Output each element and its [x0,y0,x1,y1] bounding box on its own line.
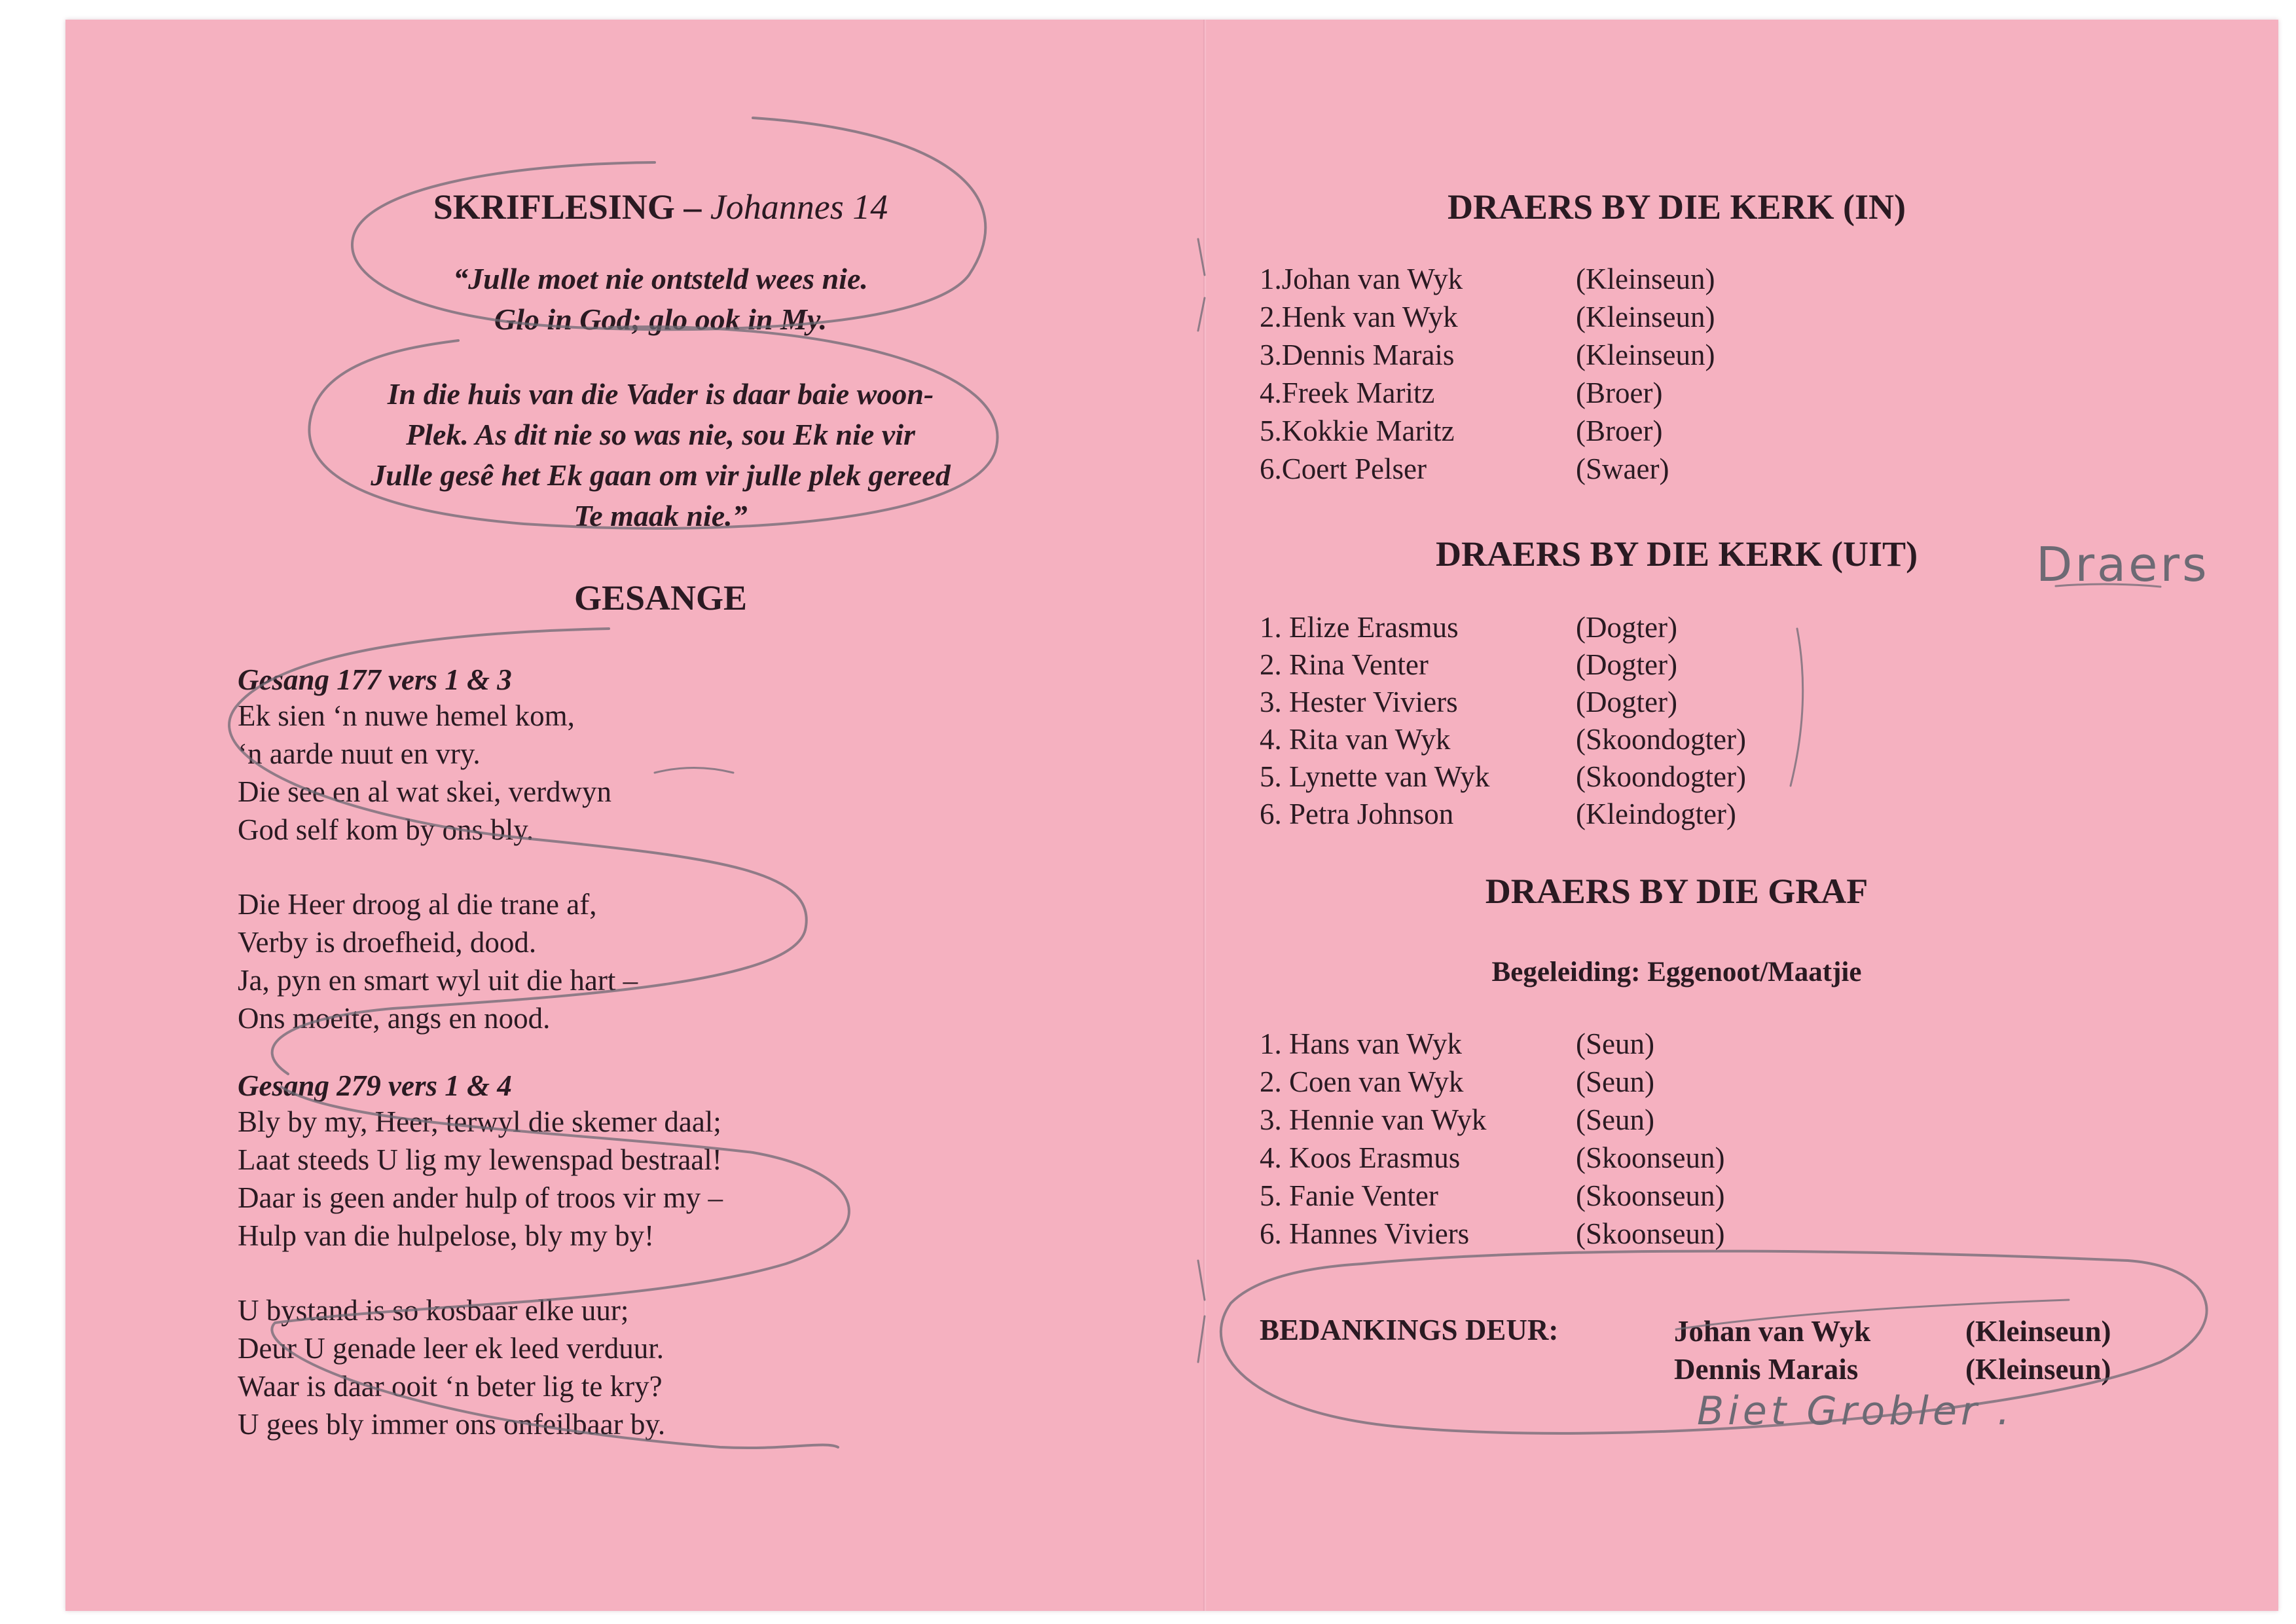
list-item [1260,797,1736,831]
carrier-name: 3. Hennie van Wyk [1260,1103,1487,1136]
hymn-1 [238,663,638,1037]
carrier-name: 1.Johan van Wyk [1260,263,1463,295]
reading-heading-prefix: SKRIFLESING – [433,187,710,227]
carrier-name: 5.Kokkie Maritz [1260,415,1455,447]
thanks-relation: (Kleinseun) [1965,1315,2111,1348]
quote-line: Julle gesê het Ek gaan om vir julle plek gereed [371,458,951,492]
carrier-relation: (Skoondogter) [1576,723,1746,756]
carrier-relation: (Kleinseun) [1576,263,1715,295]
carrier-name: 1. Hans van Wyk [1260,1027,1462,1060]
carrier-relation: (Skoonseun) [1576,1141,1725,1174]
carrier-relation: (Kleindogter) [1576,798,1736,830]
carriers-in-heading: DRAERS BY DIE KERK (IN) [1447,187,1906,227]
hymn-stanza [238,1291,723,1443]
thanks-name: Dennis Marais [1674,1353,1859,1386]
list-item [1260,1103,1654,1137]
hymn-title: Gesang 177 vers 1 & 3 [238,663,512,696]
list-item [1260,722,1746,756]
carrier-relation: (Dogter) [1576,611,1677,644]
quote-line: In die huis van die Vader is daar baie woon- [387,377,934,411]
carrier-relation: (Seun) [1576,1065,1654,1098]
carrier-name: 2. Coen van Wyk [1260,1065,1464,1098]
carrier-relation: (Swaer) [1576,452,1669,485]
carriers-out-heading: DRAERS BY DIE KERK (UIT) [1435,534,1918,574]
songs-heading: GESANGE [574,578,748,618]
hymn-stanza [238,1103,723,1255]
verse-line: Bly by my, Heer, terwyl die skemer daal; [238,1105,721,1138]
reading-heading-reference: Johannes 14 [710,187,888,227]
list-item [1260,376,1663,410]
list-item [1260,1217,1725,1251]
carrier-name: 2.Henk van Wyk [1260,301,1458,333]
verse-line: Ja, pyn en smart wyl uit die hart – [238,964,638,997]
list-item [1260,338,1715,372]
verse-line: Laat steeds U lig my lewenspad bestraal! [238,1143,722,1176]
list-item [1260,300,1715,334]
carrier-relation: (Broer) [1576,415,1663,447]
verse-line: Waar is daar ooit ‘n beter lig te kry? [238,1370,663,1403]
verse-line: U bystand is so kosbaar elke uur; [238,1294,629,1327]
reading-heading [65,187,1256,227]
carrier-name: 5. Lynette van Wyk [1260,760,1490,793]
quote-line: “Julle moet nie ontsteld wees nie. [453,262,868,295]
carrier-name: 6. Hannes Viviers [1260,1217,1470,1250]
thanks-label: BEDANKINGS DEUR: [1260,1314,1559,1346]
list-item [1260,685,1677,719]
carrier-relation: (Broer) [1576,377,1663,409]
handwritten-name: Biet Grobler . [1697,1388,2014,1434]
thanks-name: Johan van Wyk [1674,1315,1871,1348]
verse-line: Daar is geen ander hulp of troos vir my – [238,1181,723,1214]
list-item [1260,414,1663,448]
quote-line: Te maak nie.” [574,499,748,532]
scripture-quote [65,259,1256,536]
thanks-relation: (Kleinseun) [1965,1353,2111,1386]
carrier-relation: (Skoonseun) [1576,1217,1725,1250]
quote-line: Plek. As dit nie so was nie, sou Ek nie vir [406,418,915,451]
hymn-title: Gesang 279 vers 1 & 4 [238,1069,512,1102]
thanks-item [1674,1314,2111,1348]
grave-carriers-heading: DRAERS BY DIE GRAF [1485,872,1868,911]
hymn-stanza [238,885,638,1037]
carrier-name: 2. Rina Venter [1260,648,1429,681]
list-item [1260,452,1669,486]
carrier-name: 4. Rita van Wyk [1260,723,1451,756]
grave-carriers-subheading: Begeleiding: Eggenoot/Maatjie [1491,957,1862,987]
hymn-2 [238,1069,723,1443]
thanks-item [1674,1352,2111,1386]
quote-line: Glo in God; glo ook in My. [494,303,828,336]
carrier-name: 4. Koos Erasmus [1260,1141,1461,1174]
carrier-relation: (Kleinseun) [1576,339,1715,371]
list-item [1260,1179,1725,1213]
verse-line: Ek sien ‘n nuwe hemel kom, [238,699,575,732]
list-item [1260,1141,1725,1175]
carrier-name: 6. Petra Johnson [1260,798,1454,830]
carrier-relation: (Seun) [1576,1027,1654,1060]
carrier-name: 5. Fanie Venter [1260,1179,1438,1212]
verse-line: God self kom by ons bly. [238,813,534,846]
carrier-name: 3.Dennis Marais [1260,339,1455,371]
handwritten-note: Draers [2036,537,2210,592]
carrier-name: 6.Coert Pelser [1260,452,1427,485]
verse-line: ‘n aarde nuut en vry. [238,737,481,770]
left-page [65,20,1203,1611]
list-item [1260,610,1677,644]
list-item [1260,648,1677,682]
list-item [1260,262,1715,296]
carrier-relation: (Dogter) [1576,686,1677,718]
carrier-name: 3. Hester Viviers [1260,686,1458,718]
carrier-relation: (Seun) [1576,1103,1654,1136]
carrier-name: 1. Elize Erasmus [1260,611,1459,644]
list-item [1260,760,1746,794]
verse-line: Hulp van die hulpelose, bly my by! [238,1219,655,1252]
right-page [1206,20,2278,1611]
carrier-name: 4.Freek Maritz [1260,377,1435,409]
list-item [1260,1027,1654,1061]
carrier-relation: (Skoonseun) [1576,1179,1725,1212]
verse-line: Ons moeite, angs en nood. [238,1002,551,1035]
carrier-relation: (Kleinseun) [1576,301,1715,333]
verse-line: U gees bly immer ons onfeilbaar by. [238,1408,666,1441]
carrier-relation: (Skoondogter) [1576,760,1746,793]
verse-line: Verby is droefheid, dood. [238,926,537,959]
verse-line: Die Heer droog al die trane af, [238,888,597,921]
verse-line: Die see en al wat skei, verdwyn [238,775,612,808]
verse-line: Deur U genade leer ek leed verduur. [238,1332,664,1365]
list-item [1260,1065,1654,1099]
carrier-relation: (Dogter) [1576,648,1677,681]
hymn-stanza [238,697,638,849]
